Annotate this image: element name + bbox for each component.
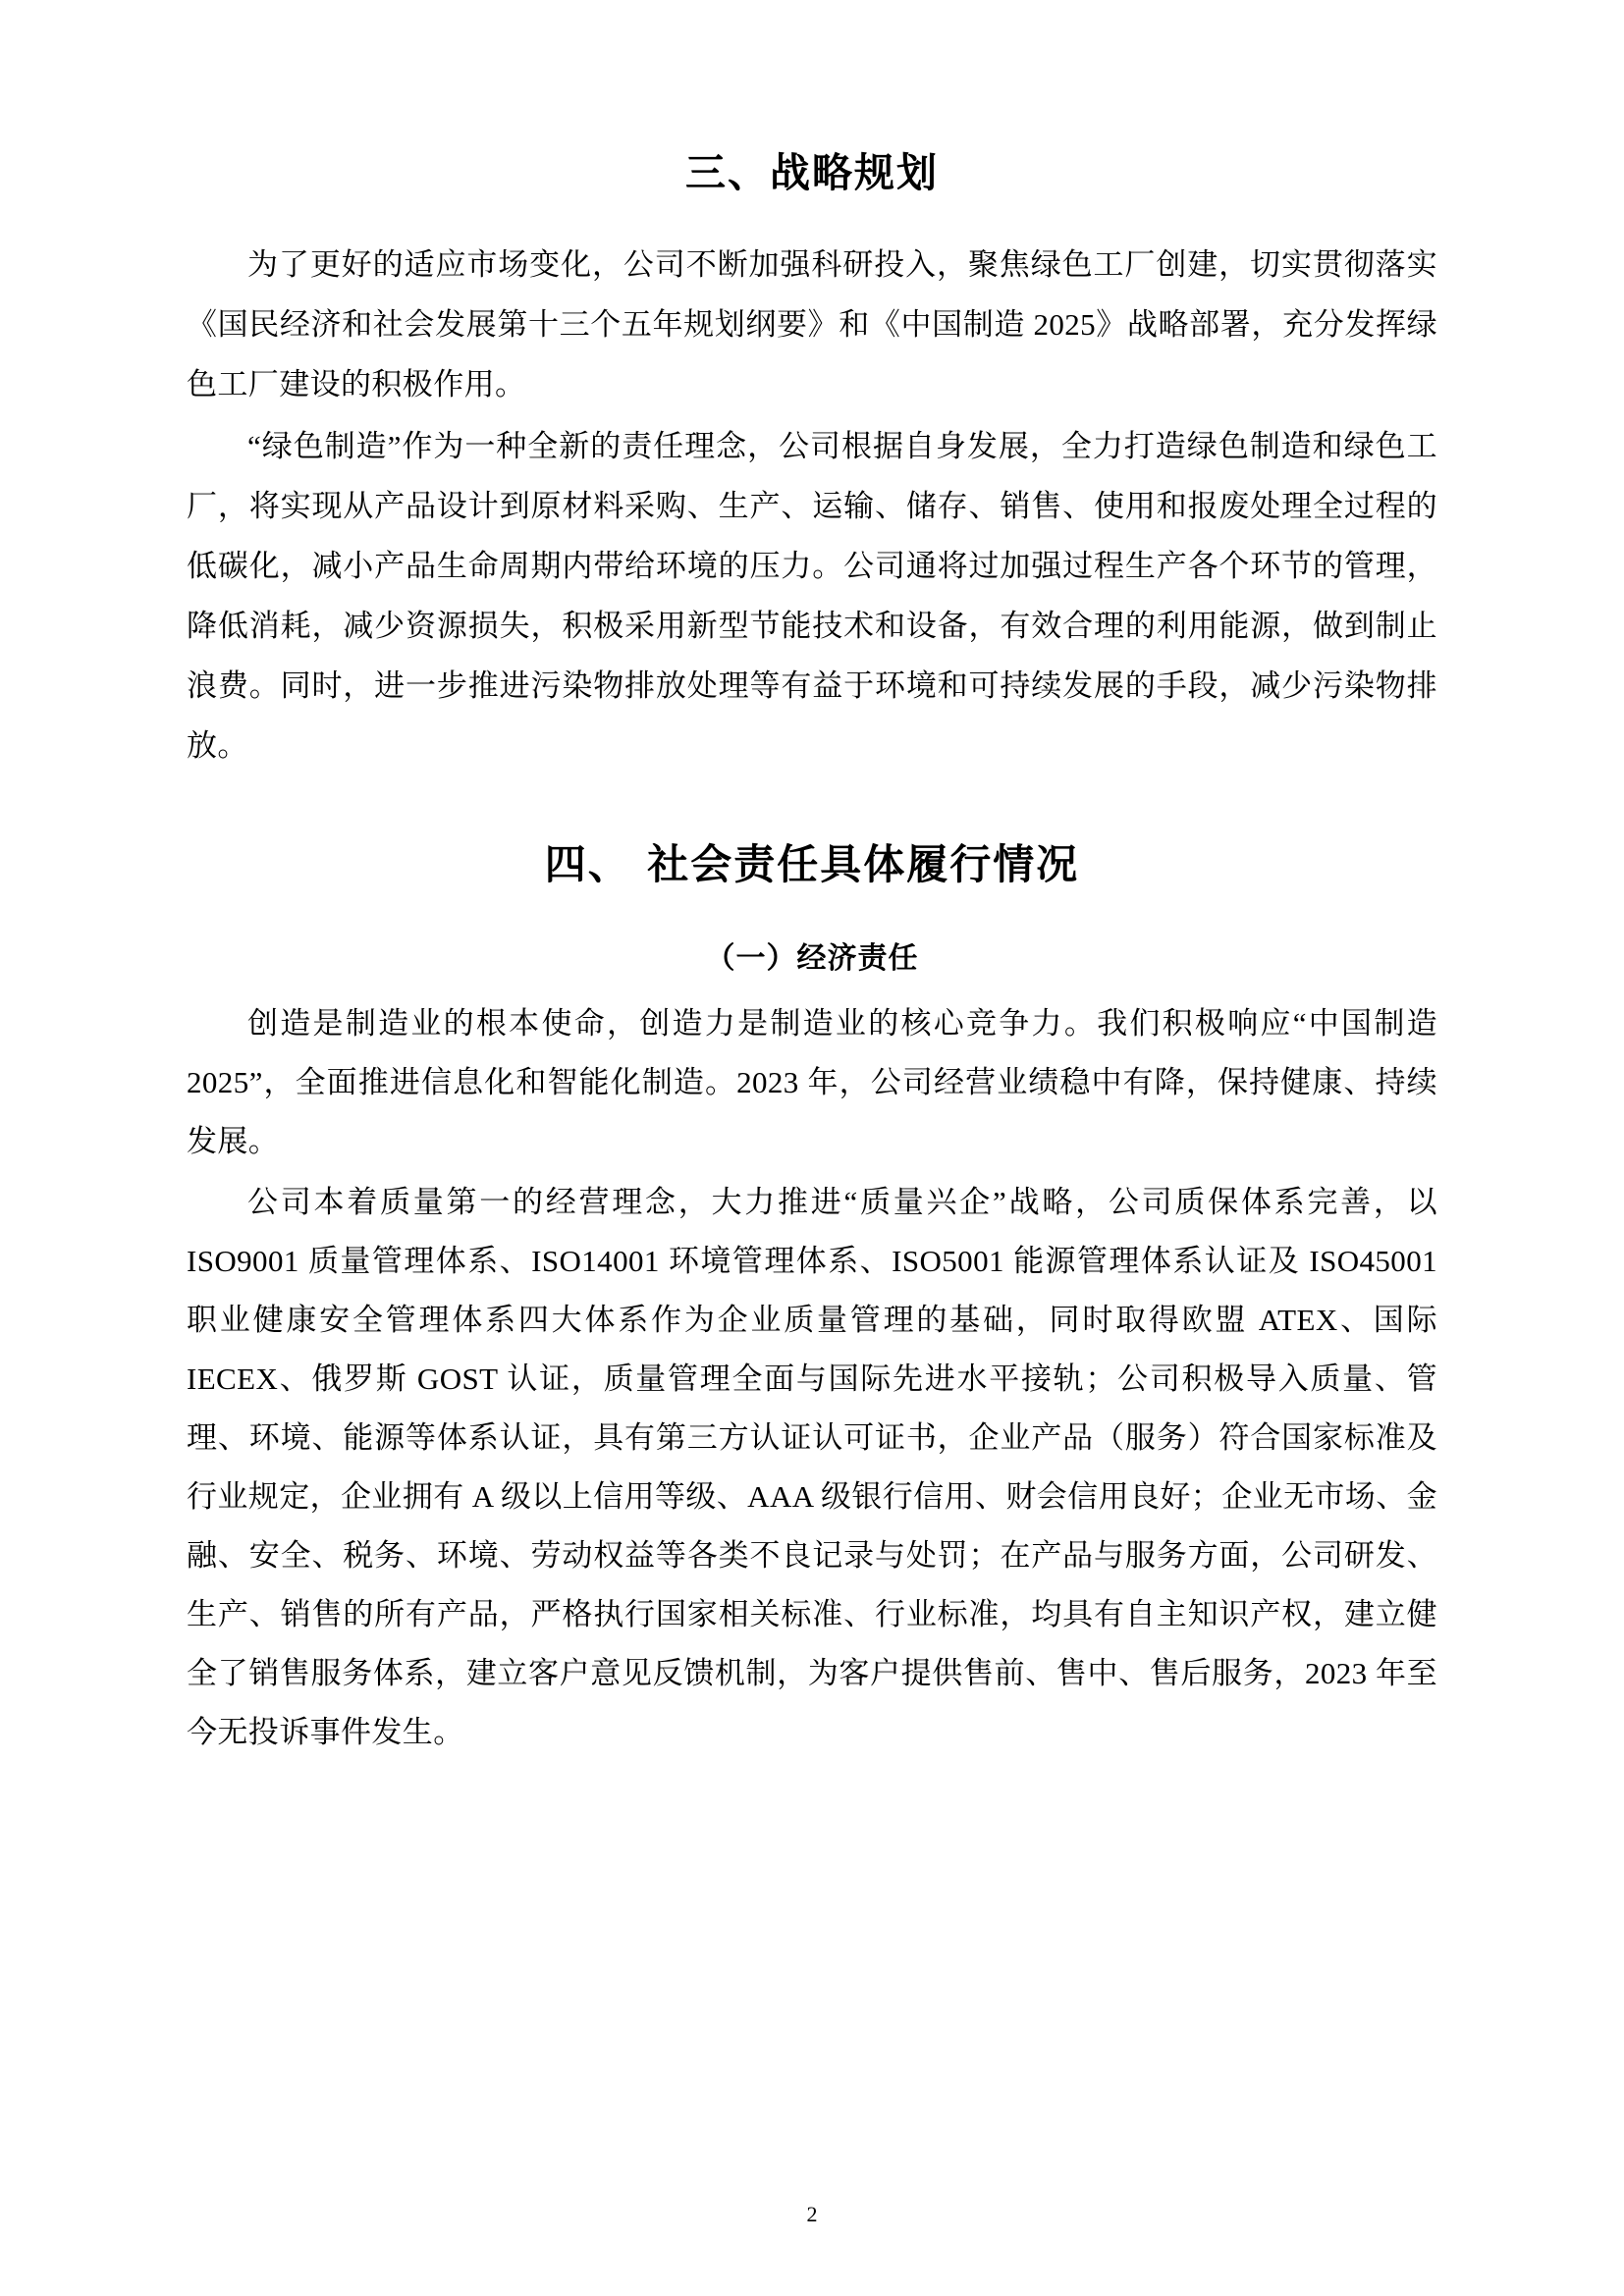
paragraph-economic-2: 公司本着质量第一的经营理念，大力推进“质量兴企”战略，公司质保体系完善，以 ISO9001 质量管理体系、ISO14001 环境管理体系、ISO5001 能源管理体系认证及 ISO45001 职业健康安全管理体系四大体系作为企业质量管理的基础，同时取得欧盟 ATEX、国际 IECEX、俄罗斯 GOST 认证，质量管理全面与国际先进水平接轨；公司积极导入质量、管理、环境、能源等体系认证，具有第三方认证认可证书，企业产品（服务）符合国家标准及行业规定，企业拥有 A 级以上信用等级、AAA 级银行信用、财会信用良好；企业无市场、金融、安全、税务、环境、劳动权益等各类不良记录与处罚；在产品与服务方面，公司研发、生产、销售的所有产品，严格执行国家相关标准、行业标准，均具有自主知识产权，建立健全了销售服务体系，建立客户意见反馈机制，为客户提供售前、售中、售后服务，2023 年至今无投诉事件发生。 (187, 1185, 1437, 1750)
paragraph-economic-1: 创造是制造业的根本使命，创造力是制造业的核心竞争力。我们积极响应“中国制造 2025”，全面推进信息化和智能化制造。2023 年，公司经营业绩稳中有降，保持健康、持续发展。 (187, 1006, 1437, 1159)
section-heading-social-responsibility: 四、 社会责任具体履行情况 (544, 840, 1080, 889)
subsection-heading-economic-responsibility: （一）经济责任 (705, 941, 919, 977)
section-heading-strategy: 三、战略规划 (685, 149, 939, 196)
document-body (187, 145, 1437, 1762)
paragraph-strategy-2: “绿色制造”作为一种全新的责任理念，公司根据自身发展，全力打造绿色制造和绿色工厂，将实现从产品设计到原材料采购、生产、运输、储存、销售、使用和报废处理全过程的低碳化，减小产品生命周期内带给环境的压力。公司通将过加强过程生产各个环节的管理，降低消耗，减少资源损失，积极采用新型节能技术和设备，有效合理的利用能源，做到制止浪费。同时，进一步推进污染物排放处理等有益于环境和可持续发展的手段，减少污染物排放。 (187, 429, 1437, 764)
page-number: 2 (806, 2202, 818, 2226)
paragraph-strategy-1: 为了更好的适应市场变化，公司不断加强科研投入，聚焦绿色工厂创建，切实贯彻落实《国民经济和社会发展第十三个五年规划纲要》和《中国制造 2025》战略部署，充分发挥绿色工厂建设的积极作用。 (187, 247, 1437, 402)
